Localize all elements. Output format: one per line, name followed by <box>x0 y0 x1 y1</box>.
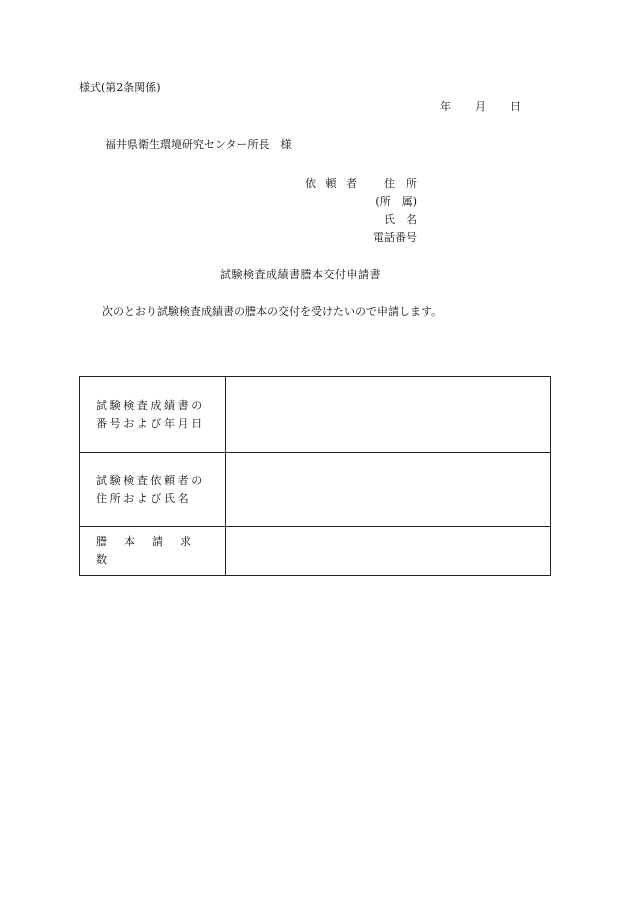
copies-count-field[interactable] <box>226 527 550 575</box>
request-text: 次のとおり試験検査成績書の謄本の交付を受けたいので申請します。 <box>102 305 443 318</box>
report-number-date-field[interactable] <box>226 377 550 452</box>
date-line <box>440 100 521 114</box>
request-table <box>79 376 551 576</box>
label-line: 住所および氏名 <box>96 491 192 505</box>
form-label: 様式(第2条関係) <box>79 81 161 94</box>
name-label: 氏 名 <box>384 213 417 226</box>
label-line: 試験検査成績書の <box>96 398 205 412</box>
date-day-label: 日 <box>510 100 521 113</box>
table-row <box>80 526 550 575</box>
client-address-name-field[interactable] <box>226 453 550 526</box>
address-label: 住 所 <box>384 177 417 190</box>
table-row-label <box>80 377 226 452</box>
addressee: 福井県衛生環境研究センター所長 様 <box>105 138 292 151</box>
date-month-label: 月 <box>475 100 486 113</box>
label-line: 謄本請求数 <box>96 535 208 566</box>
table-row-label <box>80 527 226 575</box>
phone-label: 電話番号 <box>373 231 417 244</box>
label-line: 試験検査依頼者の <box>96 473 205 487</box>
applicant-role: 依 頼 者 <box>305 177 360 190</box>
date-year-label: 年 <box>440 100 451 113</box>
table-row <box>80 452 550 526</box>
label-line: 番号および年月日 <box>96 416 205 430</box>
document-title: 試験検査成績書謄本交付申請書 <box>220 268 381 281</box>
table-row <box>80 377 550 452</box>
affiliation-label: (所 属) <box>375 195 417 208</box>
applicant-block <box>305 175 417 247</box>
table-row-label <box>80 453 226 526</box>
